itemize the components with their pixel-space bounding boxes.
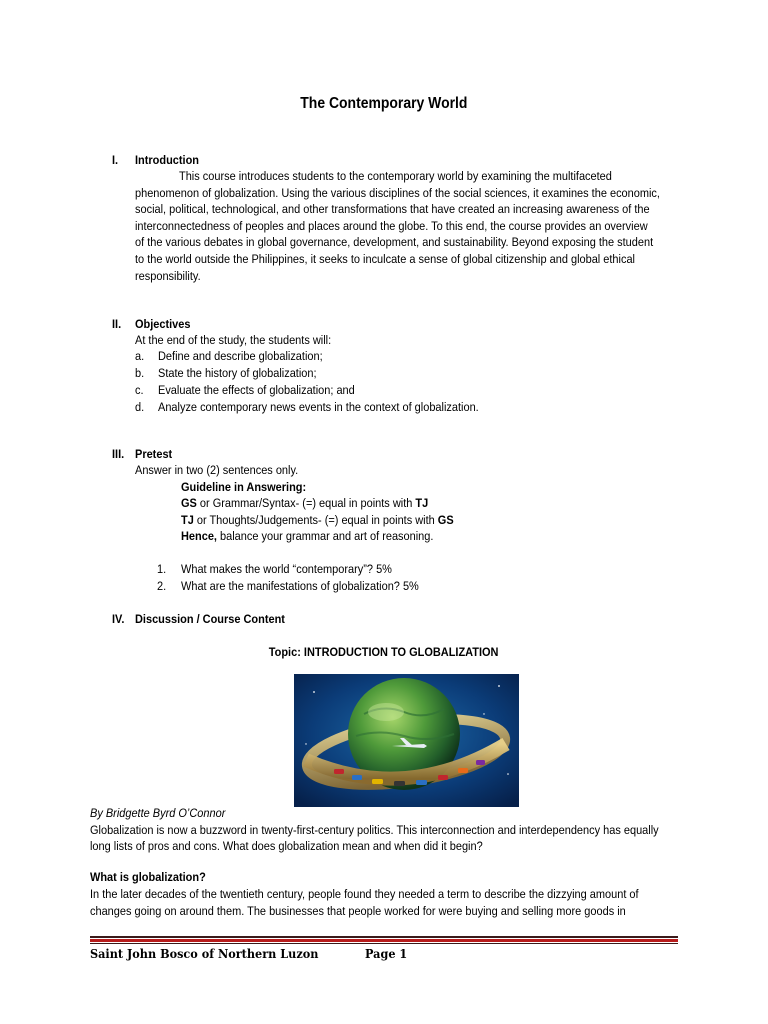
introduction-line: of the various debates in global governance, development, and sustainability. Beyond exposing the student xyxy=(135,235,654,250)
globe-image xyxy=(294,674,519,807)
section-heading-pretest: Pretest xyxy=(135,447,173,461)
tj-text: or Thoughts/Judgements- (=) equal in points with xyxy=(193,513,438,527)
question-text: What makes the world “contemporary”? 5% xyxy=(181,562,392,576)
question-text: What are the manifestations of globalization? 5% xyxy=(181,579,419,593)
article-body-line: In the later decades of the twentieth century, people found they needed a term to describe the dizzying amount of xyxy=(90,887,639,901)
introduction-line: phenomenon of globalization. Using the various disciplines of the social sciences, it examines the economic, xyxy=(135,185,660,200)
list-text: State the history of globalization; xyxy=(158,366,317,380)
objectives-lead: At the end of the study, the students will: xyxy=(135,333,332,347)
article-subheading: What is globalization? xyxy=(90,870,206,884)
introduction-line: This course introduces students to the contemporary world by examining the multifaceted xyxy=(179,169,612,183)
gs-end: TJ xyxy=(415,496,429,510)
byline: By Bridgette Byrd O’Connor xyxy=(90,806,226,820)
article-intro-line: Globalization is now a buzzword in twenty-first-century politics. This interconnection and interdependency has equally xyxy=(90,823,659,837)
section-number-objectives: II. xyxy=(112,317,122,331)
list-text: Evaluate the effects of globalization; and xyxy=(158,383,355,397)
gs-label: GS xyxy=(181,496,197,510)
hence-label: Hence, xyxy=(181,529,217,543)
introduction-line: responsibility. xyxy=(135,268,201,283)
question-number: 2. xyxy=(157,579,167,593)
section-heading-introduction: Introduction xyxy=(135,153,199,167)
hence-text: balance your grammar and art of reasoning. xyxy=(216,529,434,543)
section-number-introduction: I. xyxy=(112,153,119,167)
introduction-line: social, political, technological, and other transformations that have created an increasing awareness of the xyxy=(135,202,650,217)
guideline-gs xyxy=(181,495,428,512)
guideline-tj xyxy=(181,512,454,529)
introduction-lines xyxy=(135,168,676,284)
pretest-lead: Answer in two (2) sentences only. xyxy=(135,463,299,477)
footer-school-name: Saint John Bosco of Northern Luzon xyxy=(90,946,319,961)
list-letter: b. xyxy=(135,366,145,380)
list-text: Analyze contemporary news events in the context of globalization. xyxy=(158,400,479,414)
footer-rule-red xyxy=(90,939,678,942)
section-number-pretest: III. xyxy=(112,447,125,461)
footer-page-number: Page 1 xyxy=(365,946,408,961)
footer-rule-bottom xyxy=(90,943,678,944)
globalization-illustration xyxy=(294,674,519,807)
tj-end: GS xyxy=(437,513,454,527)
tj-label: TJ xyxy=(181,513,194,527)
section-number-discussion: IV. xyxy=(112,612,125,626)
guideline-heading: Guideline in Answering: xyxy=(181,480,307,494)
introduction-line: interconnectedness of peoples and places around the globe. To this end, the course provides an overview xyxy=(135,218,648,233)
topic-heading: Topic: INTRODUCTION TO GLOBALIZATION xyxy=(269,645,499,659)
list-letter: d. xyxy=(135,400,145,414)
gs-text: or Grammar/Syntax- (=) equal in points with xyxy=(196,496,416,510)
guideline-hence xyxy=(181,528,433,545)
article-intro-line: long lists of pros and cons. What does globalization mean and when did it begin? xyxy=(90,839,483,853)
list-letter: c. xyxy=(135,383,144,397)
page-title: The Contemporary World xyxy=(300,95,468,112)
list-text: Define and describe globalization; xyxy=(158,349,323,363)
list-letter: a. xyxy=(135,349,145,363)
introduction-line: to the world outside the Philippines, it seeks to inculcate a sense of global citizenship and global ethical xyxy=(135,251,636,266)
article-body-line: changes going on around them. The businesses that people worked for were buying and selling more goods in xyxy=(90,904,626,918)
question-number: 1. xyxy=(157,562,167,576)
section-heading-objectives: Objectives xyxy=(135,317,191,331)
section-heading-discussion: Discussion / Course Content xyxy=(135,612,285,626)
footer-rule-top xyxy=(90,936,678,938)
